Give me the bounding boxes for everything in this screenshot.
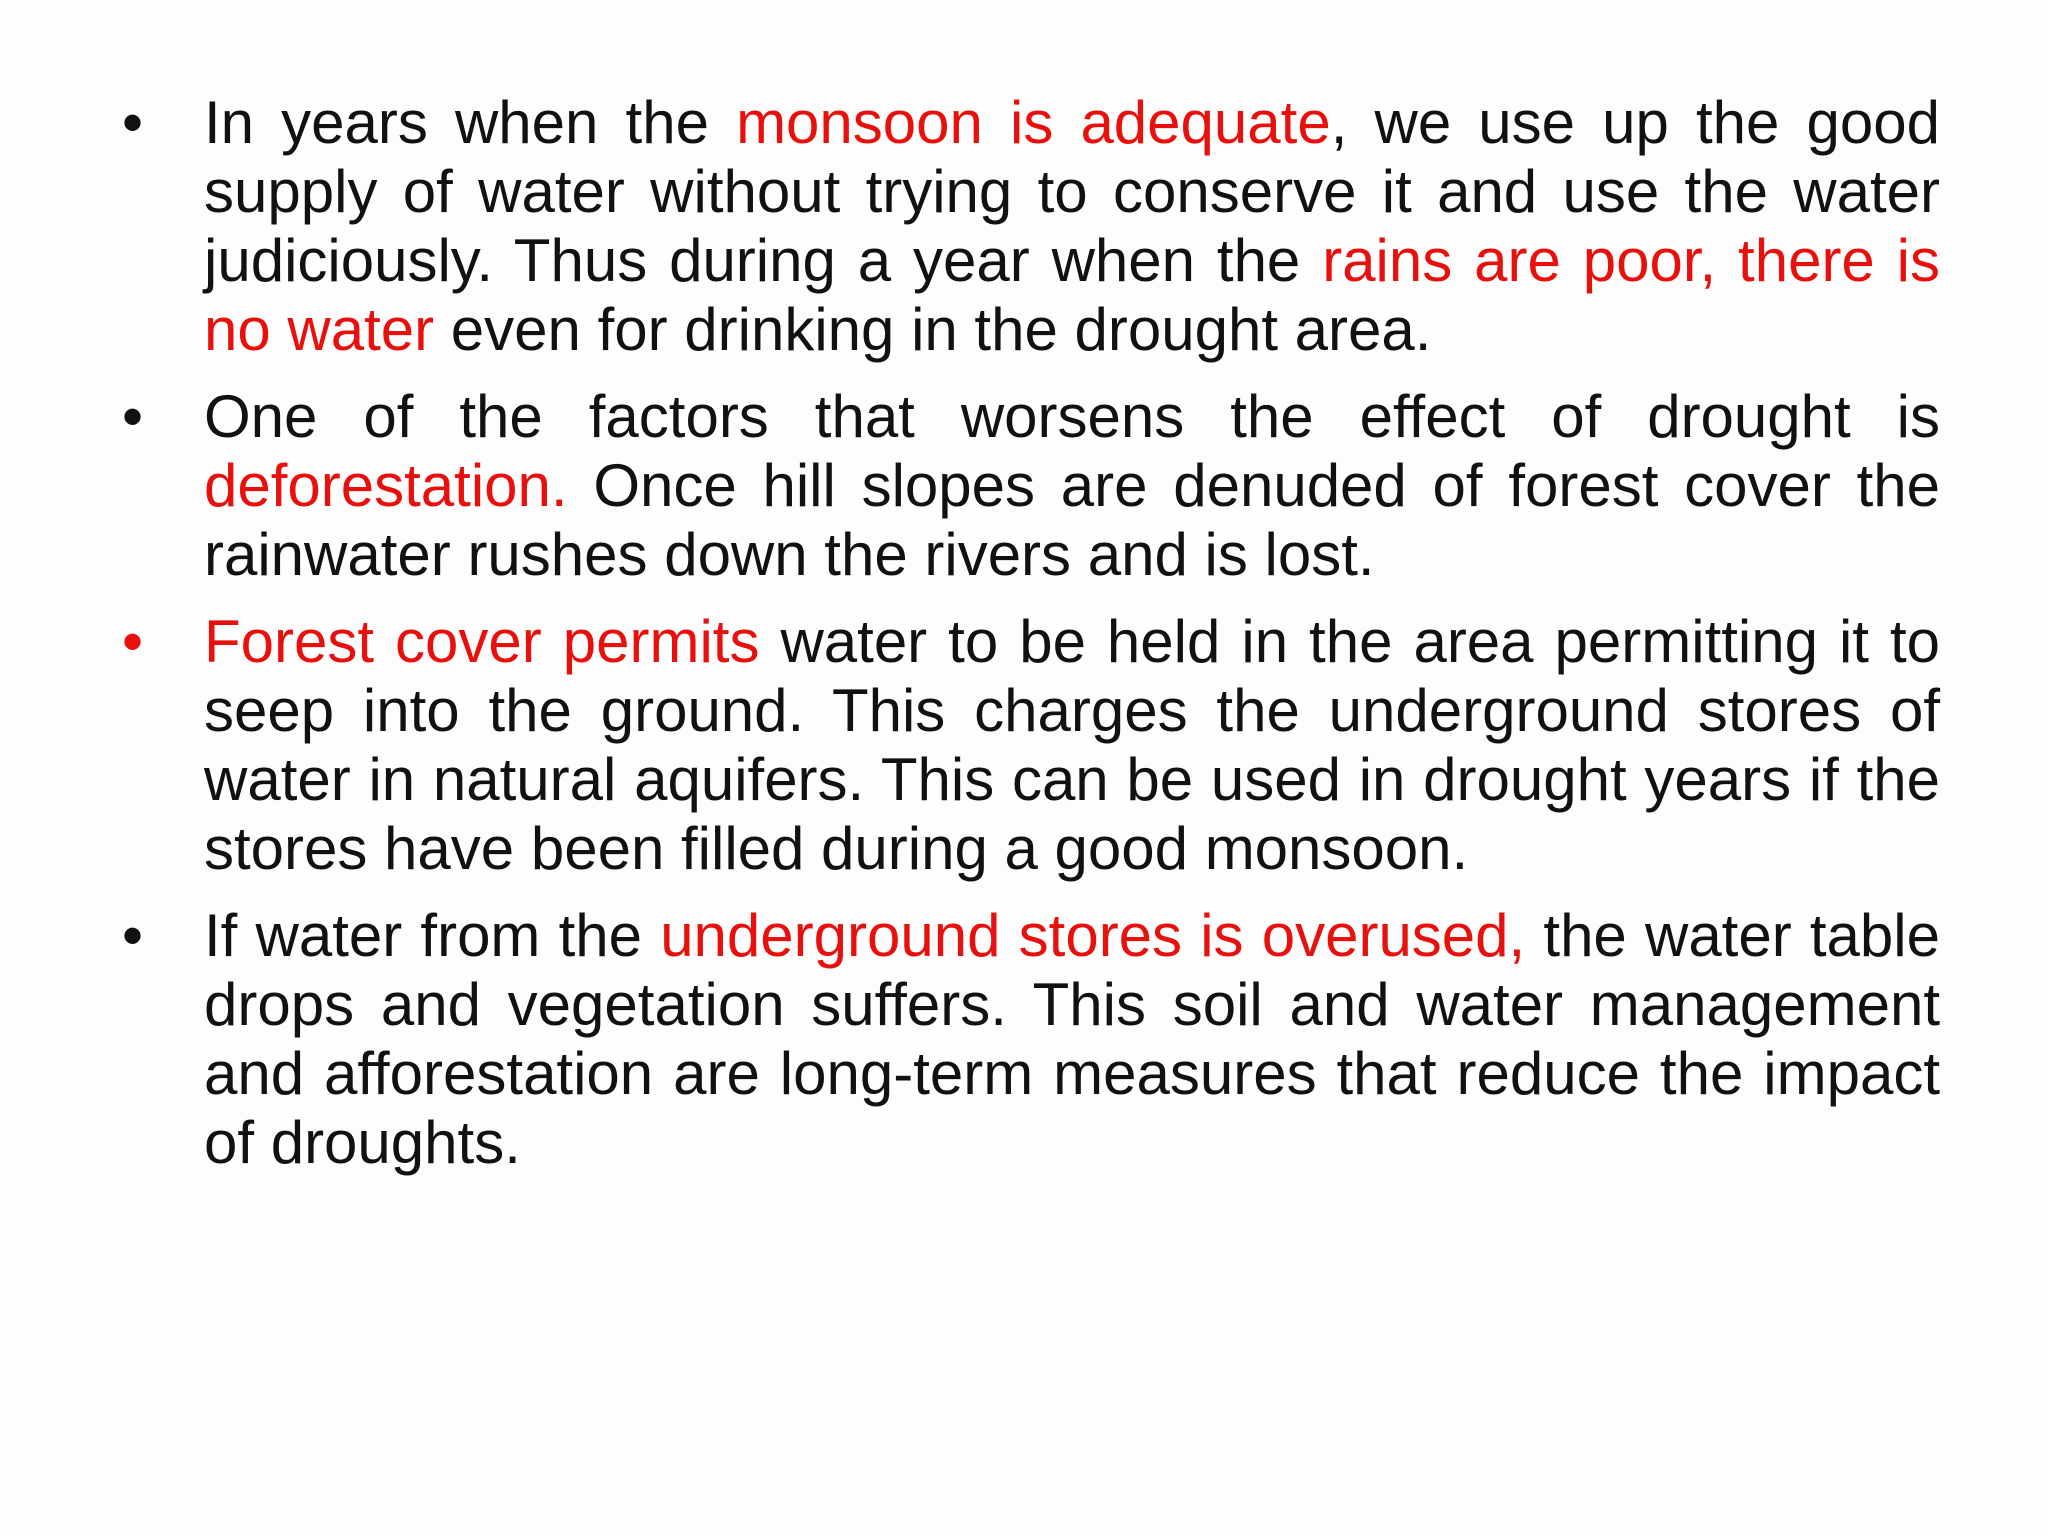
- highlighted-text: deforestation.: [204, 452, 568, 519]
- bullet-text: Once hill slopes are denuded of forest cover the rainwater rushes down the rivers and is lost.: [204, 452, 1940, 588]
- bullet-text: One of the factors that worsens the effect of drought is: [204, 383, 1940, 450]
- bullet-text: , we use up the good supply of water without trying to conserve it and use the water judiciously. Thus during a year when the: [204, 89, 1940, 294]
- highlighted-text: monsoon is adequate: [736, 89, 1331, 156]
- highlighted-text: Forest cover permits: [204, 608, 760, 675]
- bullet-dot-icon: •: [122, 383, 144, 450]
- bullet-item-1: [120, 88, 1940, 364]
- bullet-item-4: [120, 901, 1940, 1177]
- bullet-text: the water table drops and vegetation suffers. This soil and water management and afforestation are long-term measures that reduce the impact of droughts.: [204, 902, 1940, 1176]
- highlighted-text: rains are poor, there is no water: [204, 227, 1940, 363]
- bullet-dot-icon: •: [122, 608, 144, 675]
- highlighted-text: underground stores is overused,: [660, 902, 1526, 969]
- bullet-item-3: [120, 607, 1940, 883]
- bullet-dot-icon: •: [122, 89, 144, 156]
- bullet-text: water to be held in the area permitting it to seep into the ground. This charges the underground stores of water in natural aquifers. This can be used in drought years if the stores have been filled during a good monsoon.: [204, 608, 1940, 882]
- bullet-list: [120, 88, 1940, 1195]
- bullet-text: In years when the: [204, 89, 737, 156]
- bullet-text: even for drinking in the drought area.: [434, 296, 1432, 363]
- bullet-item-2: [120, 382, 1940, 589]
- bullet-dot-icon: •: [122, 902, 144, 969]
- bullet-text: If water from the: [204, 902, 661, 969]
